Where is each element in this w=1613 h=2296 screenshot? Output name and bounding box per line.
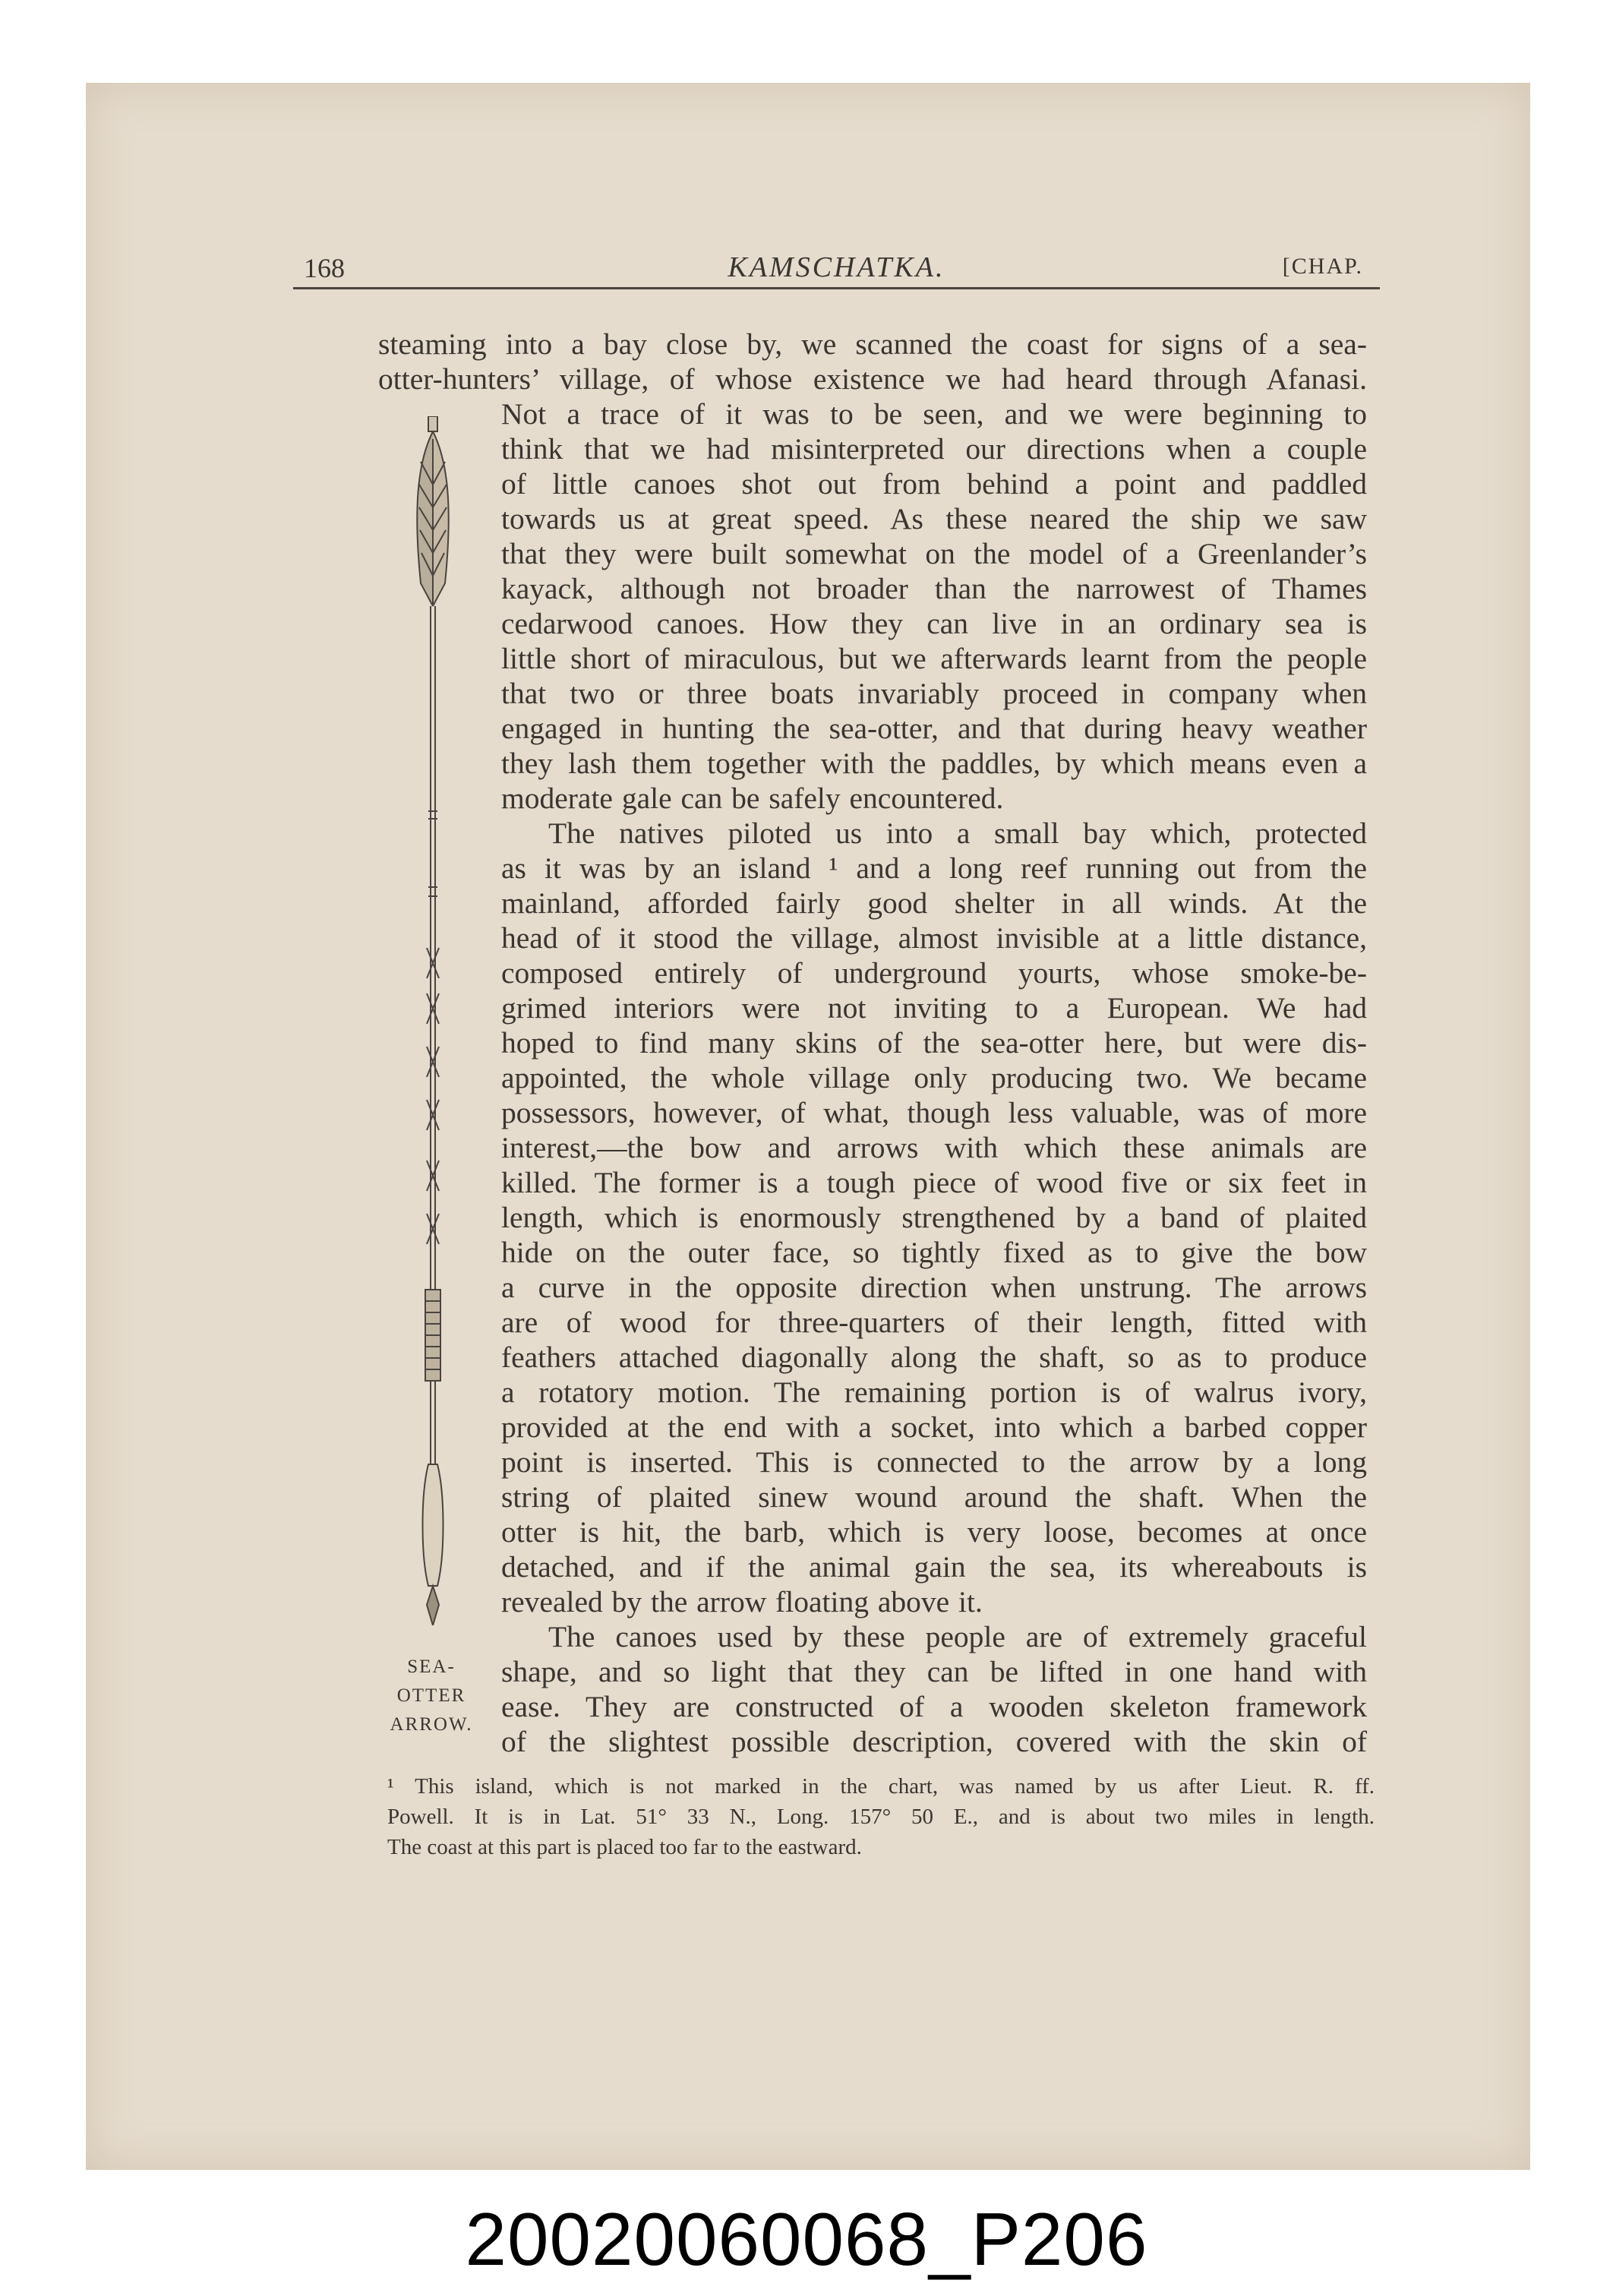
text-line: ease. They are constructed of a wooden skeleton framework [501,1690,1367,1723]
text-line: killed. The former is a tough piece of wood five or six feet in [501,1166,1367,1199]
text-line: otter-hunters’ village, of whose existence we had heard through Afanasi. [378,362,1367,396]
text-line: provided at the end with a socket, into which a barbed copper [501,1410,1367,1444]
caption-line: OTTER [396,1685,466,1706]
text-line: moderate gale can be safely encountered. [501,782,1004,815]
text-line: interest,—the bow and arrows with which these animals are [501,1131,1367,1164]
text-line: grimed interiors were not inviting to a European. We had [501,991,1367,1025]
text-line: hide on the outer face, so tightly fixed as to give the bow [501,1236,1367,1269]
footnote-line: Powell. It is in Lat. 51° 33 N., Long. 157° 50 E., and is about two miles in length. [387,1805,1375,1829]
text-line: string of plaited sinew wound around the shaft. When the [501,1480,1367,1514]
text-line: The natives piloted us into a small bay which, protected [548,816,1367,850]
sea-otter-arrow-illustration [410,416,456,1625]
chapter-marker: [CHAP. [1282,254,1363,279]
text-line: engaged in hunting the sea-otter, and that during heavy weather [501,712,1367,745]
text-line: think that we had misinterpreted our directions when a couple [501,432,1367,466]
text-line: mainland, afforded fairly good shelter in all winds. At the [501,886,1367,920]
text-line: revealed by the arrow floating above it. [501,1585,983,1619]
text-line: point is inserted. This is connected to the arrow by a long [501,1445,1367,1479]
text-line: they lash them together with the paddles, by which means even a [501,747,1367,780]
text-line: steaming into a bay close by, we scanned the coast for signs of a sea- [378,327,1367,361]
text-line: are of wood for three-quarters of their length, fitted with [501,1306,1367,1339]
caption-line: SEA- [407,1656,456,1677]
text-line: of the slightest possible description, covered with the skin of [501,1725,1367,1758]
running-header [293,242,1380,289]
text-line: shape, and so light that they can be lifted in one hand with [501,1655,1367,1688]
text-line: a rotatory motion. The remaining portion is of walrus ivory, [501,1375,1367,1409]
text-line: as it was by an island ¹ and a long reef running out from the [501,851,1367,885]
text-line: hoped to find many skins of the sea-otter here, but were dis- [501,1026,1367,1060]
text-line: cedarwood canoes. How they can live in an ordinary sea is [501,607,1367,640]
text-line: kayack, although not broader than the narrowest of Thames [501,572,1367,605]
figure-caption [386,1653,477,1739]
text-line: possessors, however, of what, though less valuable, was of more [501,1096,1367,1129]
text-line: of little canoes shot out from behind a point and paddled [501,467,1367,501]
text-line: little short of miraculous, but we afterwards learnt from the people [501,642,1367,675]
running-title: KAMSCHATKA. [728,251,945,283]
text-line: that they were built somewhat on the model of a Greenlander’s [501,537,1367,570]
caption-line: ARROW. [390,1714,473,1735]
text-line: towards us at great speed. As these neared the ship we saw [501,502,1367,535]
text-line: otter is hit, the barb, which is very loose, becomes at once [501,1515,1367,1549]
text-line: length, which is enormously strengthened by a band of plaited [501,1201,1367,1234]
text-line: head of it stood the village, almost invisible at a little distance, [501,921,1367,955]
text-line: The canoes used by these people are of extremely graceful [548,1620,1367,1653]
footnote-line: ¹ This island, which is not marked in the chart, was named by us after Lieut. R. ff. [387,1774,1375,1799]
text-line: feathers attached diagonally along the shaft, so as to produce [501,1341,1367,1374]
page-number: 168 [304,253,345,283]
text-line: a curve in the opposite direction when unstrung. The arrows [501,1271,1367,1304]
footnote-line: The coast at this part is placed too far to the eastward. [387,1835,862,1859]
text-line: appointed, the whole village only producing two. We became [501,1061,1367,1094]
image-identifier: 20020060068_P206 [465,2197,1148,2281]
text-line: that two or three boats invariably proceed in company when [501,677,1367,710]
text-line: composed entirely of underground yourts, whose smoke-be- [501,956,1367,990]
text-line: detached, and if the animal gain the sea, its whereabouts is [501,1550,1367,1584]
text-line: Not a trace of it was to be seen, and we were beginning to [501,397,1367,431]
